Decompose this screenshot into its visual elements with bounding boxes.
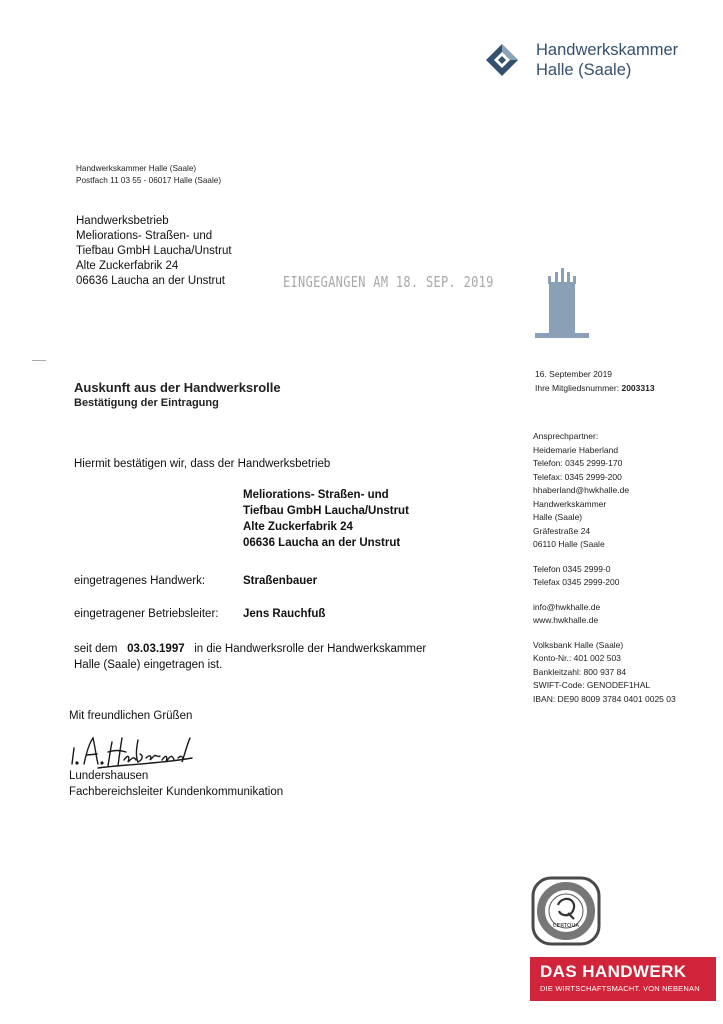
manager-value: Jens Rauchfuß [243, 608, 326, 620]
das-handwerk-banner [530, 957, 716, 1001]
registration-line [74, 641, 426, 657]
bank-line: SWIFT-Code: GENODEF1HAL [533, 680, 651, 690]
since-date: 03.03.1997 [127, 643, 185, 655]
company-line: Meliorations- Straßen- und [243, 489, 389, 501]
bank-line: Volksbank Halle (Saale) [533, 639, 624, 650]
certqua-seal-icon [530, 875, 602, 947]
contact-phone: Telefon: 0345 2999-170 [533, 458, 623, 468]
company-block [243, 487, 409, 551]
member-number-line [535, 382, 655, 396]
org-name-line2: Halle (Saale) [536, 61, 632, 79]
address-line: Halle (Saale) [533, 512, 583, 522]
banner-title: DAS HANDWERK [540, 962, 687, 981]
subject-title: Auskunft aus der Handwerksrolle [74, 380, 281, 395]
manager-label: eingetragener Betriebsleiter: [74, 608, 219, 620]
office-email: info@hwkhalle.de [533, 601, 601, 612]
certqua-label: CERTQUA [552, 923, 580, 929]
contact-fax: Telefax: 0345 2999-200 [533, 471, 622, 482]
trade-label: eingetragenes Handwerk: [74, 575, 206, 587]
received-stamp: EINGEGANGEN AM 18. SEP. 2019 [283, 273, 494, 291]
office-fax: Telefax 0345 2999-200 [533, 577, 620, 587]
recipient-line: Tiefbau GmbH Laucha/Unstrut [76, 245, 232, 257]
company-line: 06636 Laucha an der Unstrut [243, 537, 401, 549]
sender-line: Postfach 11 03 55 - 06017 Halle (Saale) [76, 176, 222, 185]
company-line: Alte Zuckerfabrik 24 [243, 521, 353, 533]
since-suffix: in die Handwerksrolle der Handwerkskammer [194, 643, 427, 655]
org-name [536, 40, 678, 80]
address-line: 06110 Halle (Saale [533, 539, 605, 549]
recipient-line: Handwerksbetrieb [76, 215, 169, 227]
bank-line: Konto-Nr.: 401 002 503 [533, 653, 621, 663]
contact-label: Ansprechpartner: [533, 431, 599, 441]
tower-emblem-icon [533, 268, 591, 340]
intro-text: Hiermit bestätigen wir, dass der Handwerksbetrieb [74, 458, 331, 470]
closing: Mit freundlichen Grüßen [69, 710, 193, 722]
registration-statement [74, 641, 426, 673]
signer [69, 768, 283, 800]
address-line: Gräfestraße 24 [533, 525, 591, 536]
office-website: www.hwkhalle.de [533, 615, 599, 625]
banner-subtitle: DIE WIRTSCHAFTSMACHT. VON NEBENAN [540, 984, 700, 993]
signer-name: Lundershausen [69, 770, 149, 782]
letter-date: 16. September 2019 [535, 369, 613, 379]
address-line: Handwerkskammer [533, 498, 607, 509]
contact-sidebar [533, 430, 676, 706]
spacer [533, 628, 676, 639]
trade-value: Straßenbauer [243, 575, 318, 587]
handwritten-signature [68, 730, 198, 770]
fold-mark [32, 360, 46, 361]
recipient-address [76, 214, 232, 289]
subject-subtitle: Bestätigung der Eintragung [74, 397, 219, 409]
chamber-logo-icon [485, 43, 519, 77]
since-prefix: seit dem [74, 643, 118, 655]
letter-meta [535, 368, 655, 395]
sender-address [76, 163, 221, 187]
registration-line: Halle (Saale) eingetragen ist. [74, 659, 223, 671]
bank-line: Bankleitzahl: 800 937 84 [533, 666, 627, 677]
signer-title: Fachbereichsleiter Kundenkommunikation [69, 786, 284, 798]
sender-line: Handwerkskammer Halle (Saale) [76, 164, 197, 173]
recipient-line: Meliorations- Straßen- und [76, 230, 213, 242]
recipient-line: Alte Zuckerfabrik 24 [76, 260, 179, 272]
org-name-line1: Handwerkskammer [536, 41, 679, 59]
recipient-line: 06636 Laucha an der Unstrut [76, 275, 225, 287]
subject [74, 380, 281, 411]
company-line: Tiefbau GmbH Laucha/Unstrut [243, 505, 409, 517]
spacer [533, 590, 676, 601]
member-number-label: Ihre Mitgliedsnummer: [535, 382, 620, 393]
member-number: 2003313 [621, 382, 655, 393]
spacer [533, 552, 676, 563]
contact-name: Heidemarie Haberland [533, 444, 619, 455]
office-phone: Telefon 0345 2999-0 [533, 563, 611, 574]
contact-email: hhaberland@hwkhalle.de [533, 485, 630, 495]
bank-line: IBAN: DE90 8009 3784 0401 0025 03 [533, 693, 676, 704]
